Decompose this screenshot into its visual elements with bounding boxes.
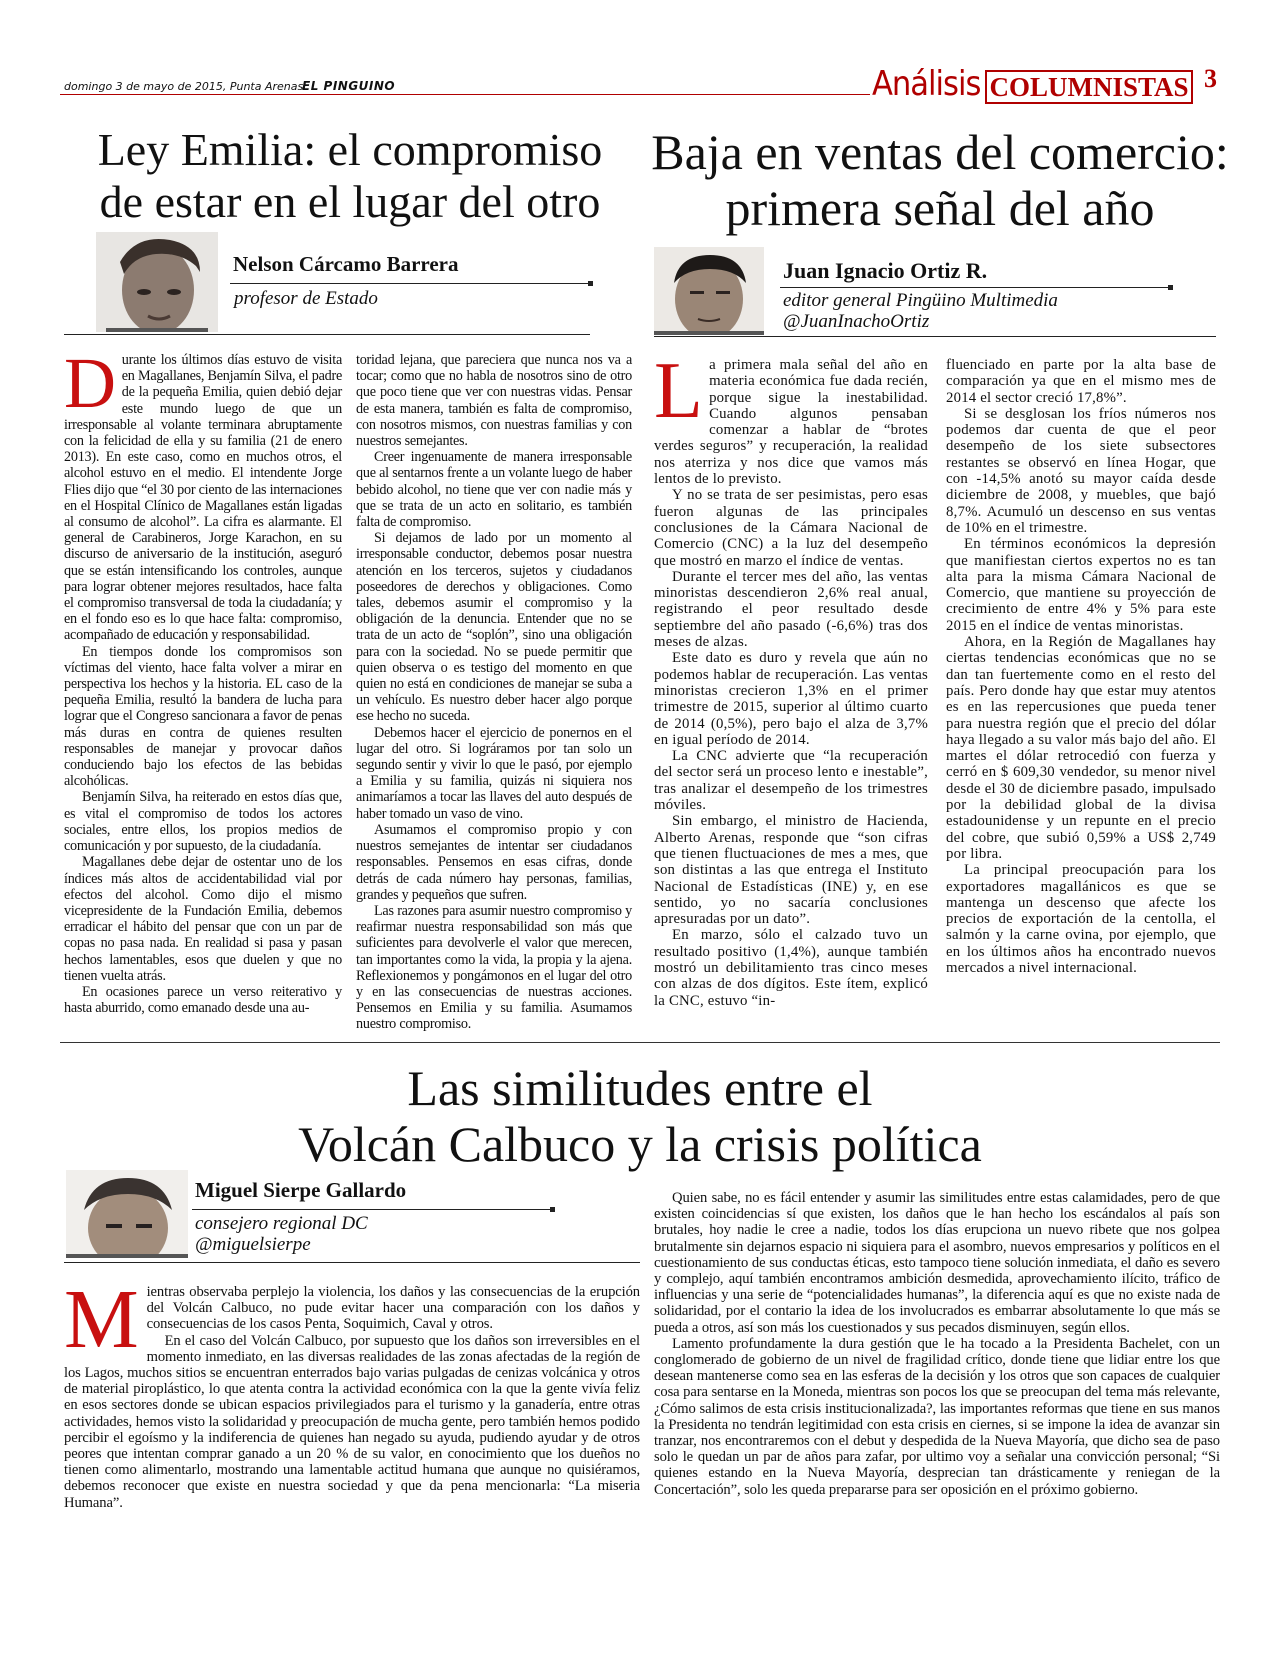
article3-author-photo (66, 1170, 188, 1258)
article1-paragraph: Si dejamos de lado por un momento al irresponsable conductor, debemos posar nuestra atención en los terceros, sujetos y ciudadanos poseedores de derechos y obligaciones. Como tales, debemos asumir el compromiso y la obligación de la denuncia. Entender que no se trata de un acto de “soplón”, sino una obligación para con la sociedad. No se puede permitir que quien observa o es testigo del momento en que quien no está en condiciones de manejar se suba a un vehículo. Es nuestro deber hacer algo porque ese hecho no suceda. (356, 530, 632, 725)
article1-paragraph: urante los últimos días estuvo de visita en Magallanes, Benjamín Silva, el padre de la pequeña Emilia, quien debió dejar este mundo luego de que un irresponsable al volante terminara abruptamente con la felicidad de ella y su familia (21 de enero 2013). En este caso, como en muchos otros, el alcohol estuvo en el medio. El intendente Jorge Flies dijo que “el 30 por ciento de las internaciones en el Hospital Clínico de Magallanes están ligadas al consumo de alcohol”. La cifra es alarmante. El general de Carabineros, Jorge Karachon, en su discurso de aniversario de la institución, aseguró que se están intensificando los controles, aunque para lograr obtener mejores resultados, hace falta el compromiso transversal de toda la ciudadanía; y en el fondo eso es lo que hace falta: compromiso, acompañado de educación y responsabilidad. (64, 352, 342, 644)
article2-paragraph: La CNC advierte que “la recuperación del sector será un proceso lento e inestable”, tras analizar el desempeño de los trimestres móviles. (654, 748, 928, 814)
article3-paragraph: ientras observaba perplejo la violencia, los daños y las consecuencias de la erupción del Volcán Calbuco, no pude evitar hacer una comparación con los daños y consecuencias de los casos Penta, Soquimich, Caval y otros. (146, 1284, 640, 1333)
article1-paragraph: toridad lejana, que pareciera que nunca nos va a tocar; como que no habla de nosotros sino de otro que poco tiene que ver con nuestras vidas. Pensar de esta manera, también es falta de compromiso, con nosotros mismos, con nuestras familias y con nuestros semejantes. (356, 352, 632, 450)
article3-author: Miguel Sierpe Gallardo (195, 1178, 407, 1202)
article1-headline (60, 124, 640, 227)
article2-paragraph: En marzo, sólo el calzado tuvo un resultado positivo (1,4%), aunque también mostró un debilitamiento tras cinco meses con alzas de dos dígitos. Este ítem, explicó la CNC, estuvo “in- (654, 927, 928, 1009)
article2-paragraph: Y no se trata de ser pesimistas, pero esas fueron algunas de las principales conclusiones de la Cámara Nacional de Comercio (CNC) a la luz del desempeño que mostró en marzo el índice de ventas. (654, 487, 928, 569)
article2-author-rule (780, 287, 1170, 288)
article2-paragraph: La principal preocupación para los exportadores magallánicos es que se mantenga un descenso que afecte los precios de exportación de la centolla, el salmón y la carne ovina, por ejemplo, que en los últimos años ha encontrado nuevos mercados a nivel internacional. (946, 862, 1216, 976)
article1-paragraph: Creer ingenuamente de manera irresponsable que al sentarnos frente a un volante luego de haber bebido alcohol, no tiene que ver con nadie más y que se trata de un acto en solitario, es también falta de compromiso. (356, 449, 632, 531)
author-portrait-icon (66, 1170, 188, 1258)
article3-rule-cap (550, 1207, 555, 1212)
section-label: Análisis (872, 64, 981, 104)
article1-paragraph: Asumamos el compromiso propio y con nuestros semejantes de intentar ser ciudadanos responsables. Pensemos en esas cifras, donde detrás de cada número hay personas, familias, grandes y pequeños que sufren. (356, 821, 632, 903)
article3-paragraph: Quien sabe, no es fácil entender y asumir las similitudes entre estas calamidades, pero de que existen coincidencias sí que existen, los daños que le han hecho los escándalos al país son brutales, hoy nadie le cree a nadie, todos los días erupciona un nuevo ribete que nos golpea brutalmente sin dejarnos espacio ni siquiera para el asombro, nuevos empresarios y políticos en el cuestionamiento de sus conductas éticas, esto tampoco tiene solución inmediata, el daño es severo y complejo, aquí también encontramos ambición desmedida, aprovechamiento ilícito, tráfico de influencias y una serie de “potencialidades humanas”, la diferencia aquí es que no existe nada de solidaridad, por el contario la idea de los involucrados es embarrar absolutamente lo que más se pueda a otros, así son más los cuestionados y sus pecados disminuyen, según ellos. (654, 1190, 1220, 1336)
article3-role-block (195, 1214, 368, 1256)
article2-author-photo (654, 247, 764, 335)
article2-paragraph: Sin embargo, el ministro de Hacienda, Alberto Arenas, responde que “son cifras que tienen fluctuaciones de mes a mes, que son distintas a las que entrega el Instituto Nacional de Estadísticas (INE) y, en ese sentido, yo no sacaría conclusiones apresuradas por un dato”. (654, 813, 928, 928)
article1-paragraph: Las razones para asumir nuestro compromiso y reafirmar nuestra responsabilidad son más que suficientes para devolverle el valor que merecen, tan importantes como la vida, la propia y la ajena. Reflexionemos y pongámonos en el lugar del otro y en las consecuencias de nuestras acciones. Pensemos en Emilia y su familia. Asumamos nuestro compromiso. (356, 902, 632, 1033)
article2-handle: @JuanInachoOrtiz (783, 310, 930, 332)
article1-paragraph: Debemos hacer el ejercicio de ponernos en el lugar del otro. Si lográramos por tan solo un segundo sentir y vivir lo que le pasó, por ejemplo a Emilia y su familia, quizás ni siquiera nos animaríamos a tocar las llaves del auto después de haber tomado un vaso de vino. (356, 724, 632, 822)
article2-headline (650, 124, 1230, 236)
article2-role: editor general Pingüino Multimedia (783, 290, 1058, 311)
article2-paragraph: fluenciado en parte por la alta base de comparación ya que en el mismo mes de 2014 el sector creció 17,8%”. (946, 357, 1216, 406)
article3-column1 (64, 1273, 640, 1511)
article1-column2 (356, 352, 632, 1033)
article3-paragraph: En el caso del Volcán Calbuco, por supuesto que los daños son irreversibles en el momento inmediato, en las diversas realidades de las zonas afectadas de la región de los Lagos, muchos sitios se encuentran enterrados bajo varias pulgadas de cenizas volcánica y otros de material piroplástico, lo que atenta contra la actividad económica con la que la gente vivía feliz en esos sectores donde se ubican espacios privilegiados para el turismo y la ganadería, entre otras actividades, hemos visto la solidaridad y preocupación de mucha gente, pero también hemos podido percibir el egoísmo y la indiferencia de quienes han negado su ayuda, pudiendo ayudar y de otros peores que intentan comprar ganado a un 20 % de su valor, en conocimiento que los dueños no tienen como alimentarlo, mostrando una lamentable actitud humana que aunque no quisiéramos, debemos reconocer que existe en nuestra sociedad y que da pena mencionarla: “La miseria Humana”. (64, 1332, 640, 1511)
section-divider (60, 1042, 1220, 1043)
article2-byline-rule (654, 336, 1216, 337)
section-box: COLUMNISTAS (985, 70, 1193, 104)
article1-role: profesor de Estado (234, 288, 378, 309)
article3-column2 (654, 1190, 1220, 1498)
article2-column1 (654, 347, 928, 1009)
article2-author: Juan Ignacio Ortiz R. (783, 258, 988, 283)
article2-paragraph: Si se desglosan los fríos números nos podemos dar cuenta de que el peor desempeño de los siete subsectores restantes se observó en línea Hogar, que con -14,5% anotó su mayor caída desde diciembre de 2008, y muebles, que bajó 8,7%. Acumuló un descenso en sus ventas de 10% en el trimestre. (946, 405, 1216, 536)
article3-role: consejero regional DC (195, 1213, 368, 1234)
article1-author: Nelson Cárcamo Barrera (233, 252, 459, 276)
article3-handle: @miguelsierpe (195, 1233, 311, 1255)
article1-column1 (64, 343, 342, 1017)
article3-dropcap: M (64, 1273, 139, 1366)
article3-byline-rule (64, 1262, 640, 1263)
article2-paragraph: a primera mala señal del año en materia económica fue dada recién, porque sigue la inestabilidad. Cuando algunos pensaban comenzar a hablar de “brotes verdes seguros” y recuperación, la realidad nos aterriza y nos dice que vamos más lentos de lo previsto. (654, 357, 928, 488)
article1-author-photo (96, 232, 218, 332)
article3-title-line1: Las similitudes entre el (407, 1060, 873, 1116)
article1-title-line1: Ley Emilia: el compromiso (97, 124, 603, 175)
article1-paragraph: En tiempos donde los compromisos son víctimas del viento, hace falta volver a mirar en perspectiva los hechos y la historia. EL caso de la pequeña Emilia, resultó la bandera de lucha para lograr que el Congreso sancionara a favor de penas más duras en contra de quienes resulten responsables de manejar y provocar daños conduciendo bajo los efectos de las bebidas alcohólicas. (64, 643, 342, 790)
article3-author-rule (192, 1209, 552, 1210)
page-number: 3 (1204, 64, 1217, 93)
article1-rule-cap (588, 281, 593, 286)
article2-title-line1: Baja en ventas del comercio: (651, 124, 1229, 180)
article2-column2 (946, 357, 1216, 976)
article2-dropcap: L (654, 347, 704, 435)
article3-headline (100, 1060, 1180, 1172)
author-portrait-icon (96, 232, 218, 332)
article2-paragraph: Durante el tercer mes del año, las ventas minoristas descendieron 2,6% real anual, registrando el peor resultado desde septiembre del año pasado (-6,6%) tras dos meses de alzas. (654, 568, 928, 651)
article1-paragraph: Benjamín Silva, ha reiterado en estos días que, es vital el compromiso de todos los actores sociales, entre ellos, los propios medios de comunicación y por supuesto, de la ciudadanía. (64, 789, 342, 855)
article1-title-line2: de estar en el lugar del otro (99, 175, 601, 227)
article2-title-line2: primera señal del año (725, 180, 1155, 236)
article2-rule-cap (1168, 285, 1173, 290)
article2-paragraph: En términos económicos la depresión que manifiestan ciertos expertos no es tan alta para la misma Cámara Nacional de Comercio, que mantiene su proyección de crecimiento de entre 4% y 5% para este 2015 en el índice de ventas minoristas. (946, 536, 1216, 634)
issue-date: domingo 3 de mayo de 2015, Punta Arenas (64, 80, 304, 93)
article1-author-rule (230, 283, 590, 284)
author-portrait-icon (654, 247, 764, 335)
publication-name: EL PINGUINO (302, 79, 396, 93)
article2-paragraph: Este dato es duro y revela que aún no podemos hablar de recuperación. Las ventas minoristas crecieron 1,3% en el primer trimestre de 2015, superior al último cuarto de 2014 (0,5%), pero bajo el alza de 3,7% en igual período de 2014. (654, 650, 928, 748)
article1-byline-rule (64, 334, 590, 335)
article2-paragraph: Ahora, en la Región de Magallanes hay ciertas tendencias económicas que no se dan tan fuertemente como en el resto del país. Pero donde hay que estar muy atentos es en las repercusiones que pueda tener para nuestra región que el precio del dólar haya llegado a su valor más bajo del año. El martes el dólar retrocedió con fuerza y cerró en $ 609,30 vendedor, su menor nivel desde el 30 de diciembre pasado, impulsado por la debilidad global de la divisa estadounidense y un repunte en el precio del cobre, que subió 0,59% a US$ 2,749 por libra. (946, 634, 1216, 862)
header-rule (60, 94, 870, 95)
article2-role-block (783, 291, 1058, 333)
article1-paragraph: Magallanes debe dejar de ostentar uno de los índices más altos de accidentabilidad vial por efectos del alcohol. Como dijo el mismo vicepresidente de la Fundación Emilia, debemos erradicar el hábito del pensar que con un par de copas no pasa nada. En realidad si pasa y pasan hechos lamentables, esos que duelen y que no tienen vuelta atrás. (64, 854, 342, 984)
article1-paragraph: En ocasiones parece un verso reiterativo y hasta aburrido, como emanado desde una au- (64, 983, 342, 1017)
article3-paragraph: Lamento profundamente la dura gestión que le ha tocado a la Presidenta Bachelet, con un conglomerado de gobierno de un nivel de fragilidad crítico, donde tiene que lidiar entre los que desean mantenerse como sea en las esferas de la decisión y los otros que son capaces de cualquier cosa para sentarse en la Moneda, mientras son pocos los que se preocupan del tema más relevante, ¿Cómo salimos de esta crisis institucionalizada?, las importantes reformas que tiene en sus manos la Presidenta no tendrán legitimidad con esta crisis en ciernes, si se impone la idea de avanzar sin tranzar, nos encontraremos con el debut y despedida de la Nueva Mayoría, que dicho sea de paso solo le quedan un par de años para zafar, por ultimo voy a señalar una convicción personal; “Si quienes estando en la Nueva Mayoría, desprecian tan drásticamente y reniegan de la Concertación”, solo les queda prepararse para ser oposición en el próximo gobierno. (654, 1335, 1220, 1498)
article3-title-line2: Volcán Calbuco y la crisis política (298, 1116, 982, 1172)
article1-dropcap: D (64, 343, 116, 423)
